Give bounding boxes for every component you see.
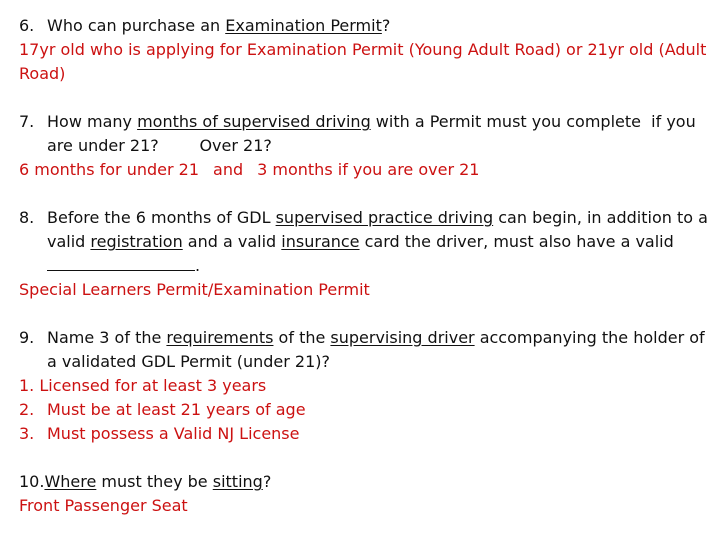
question-7-block (19, 110, 709, 182)
underlined-term: Examination Permit (225, 16, 382, 35)
answer-7: 6 months for under 21 and 3 months if you are over 21 (19, 160, 480, 179)
underlined-term: Where (44, 472, 97, 491)
question-text: How many months of supervised driving with a Permit must you complete if you are under 21? Over 21? (47, 112, 701, 155)
question-10-block (19, 470, 709, 518)
fill-in-blank (47, 254, 195, 271)
answer-10: Front Passenger Seat (19, 496, 188, 515)
question-number: 8. (19, 208, 35, 227)
question-number: 9. (19, 328, 35, 347)
answer-8: Special Learners Permit/Examination Permit (19, 280, 370, 299)
document-page (19, 14, 709, 542)
answer-6: 17yr old who is applying for Examination Permit (Young Adult Road) or 21yr old (Adult Road) (19, 40, 707, 83)
question-number: 6. (19, 16, 35, 35)
question-9-block (19, 326, 709, 446)
question-text: Who can purchase an Examination Permit? (47, 16, 391, 35)
question-6 (19, 14, 709, 38)
underlined-term: insurance (281, 232, 360, 251)
question-9 (19, 326, 709, 374)
underlined-term: months of supervised driving (137, 112, 371, 131)
question-text: Name 3 of the requirements of the supervising driver accompanying the holder of a validated GDL Permit (under 21)? (47, 328, 705, 371)
question-8 (19, 206, 709, 278)
question-text: Before the 6 months of GDL supervised practice driving can begin, in addition to a valid registration and a valid insurance card the driver, must also have a valid . (47, 208, 708, 275)
question-8-block (19, 206, 709, 302)
underlined-term: registration (90, 232, 183, 251)
answer-9-item: 2. Must be at least 21 years of age (19, 400, 306, 419)
underlined-term: supervised practice driving (275, 208, 494, 227)
question-7 (19, 110, 709, 158)
answer-9-item: 1. Licensed for at least 3 years (19, 376, 267, 395)
question-6-block (19, 14, 709, 86)
question-number: 7. (19, 112, 35, 131)
underlined-term: requirements (166, 328, 274, 347)
answer-9-item: 3. Must possess a Valid NJ License (19, 424, 300, 443)
underlined-term: supervising driver (330, 328, 475, 347)
underlined-term: sitting (212, 472, 263, 491)
question-10: 10.Where must they be sitting? (19, 472, 272, 491)
question-number: 10. (19, 472, 45, 491)
